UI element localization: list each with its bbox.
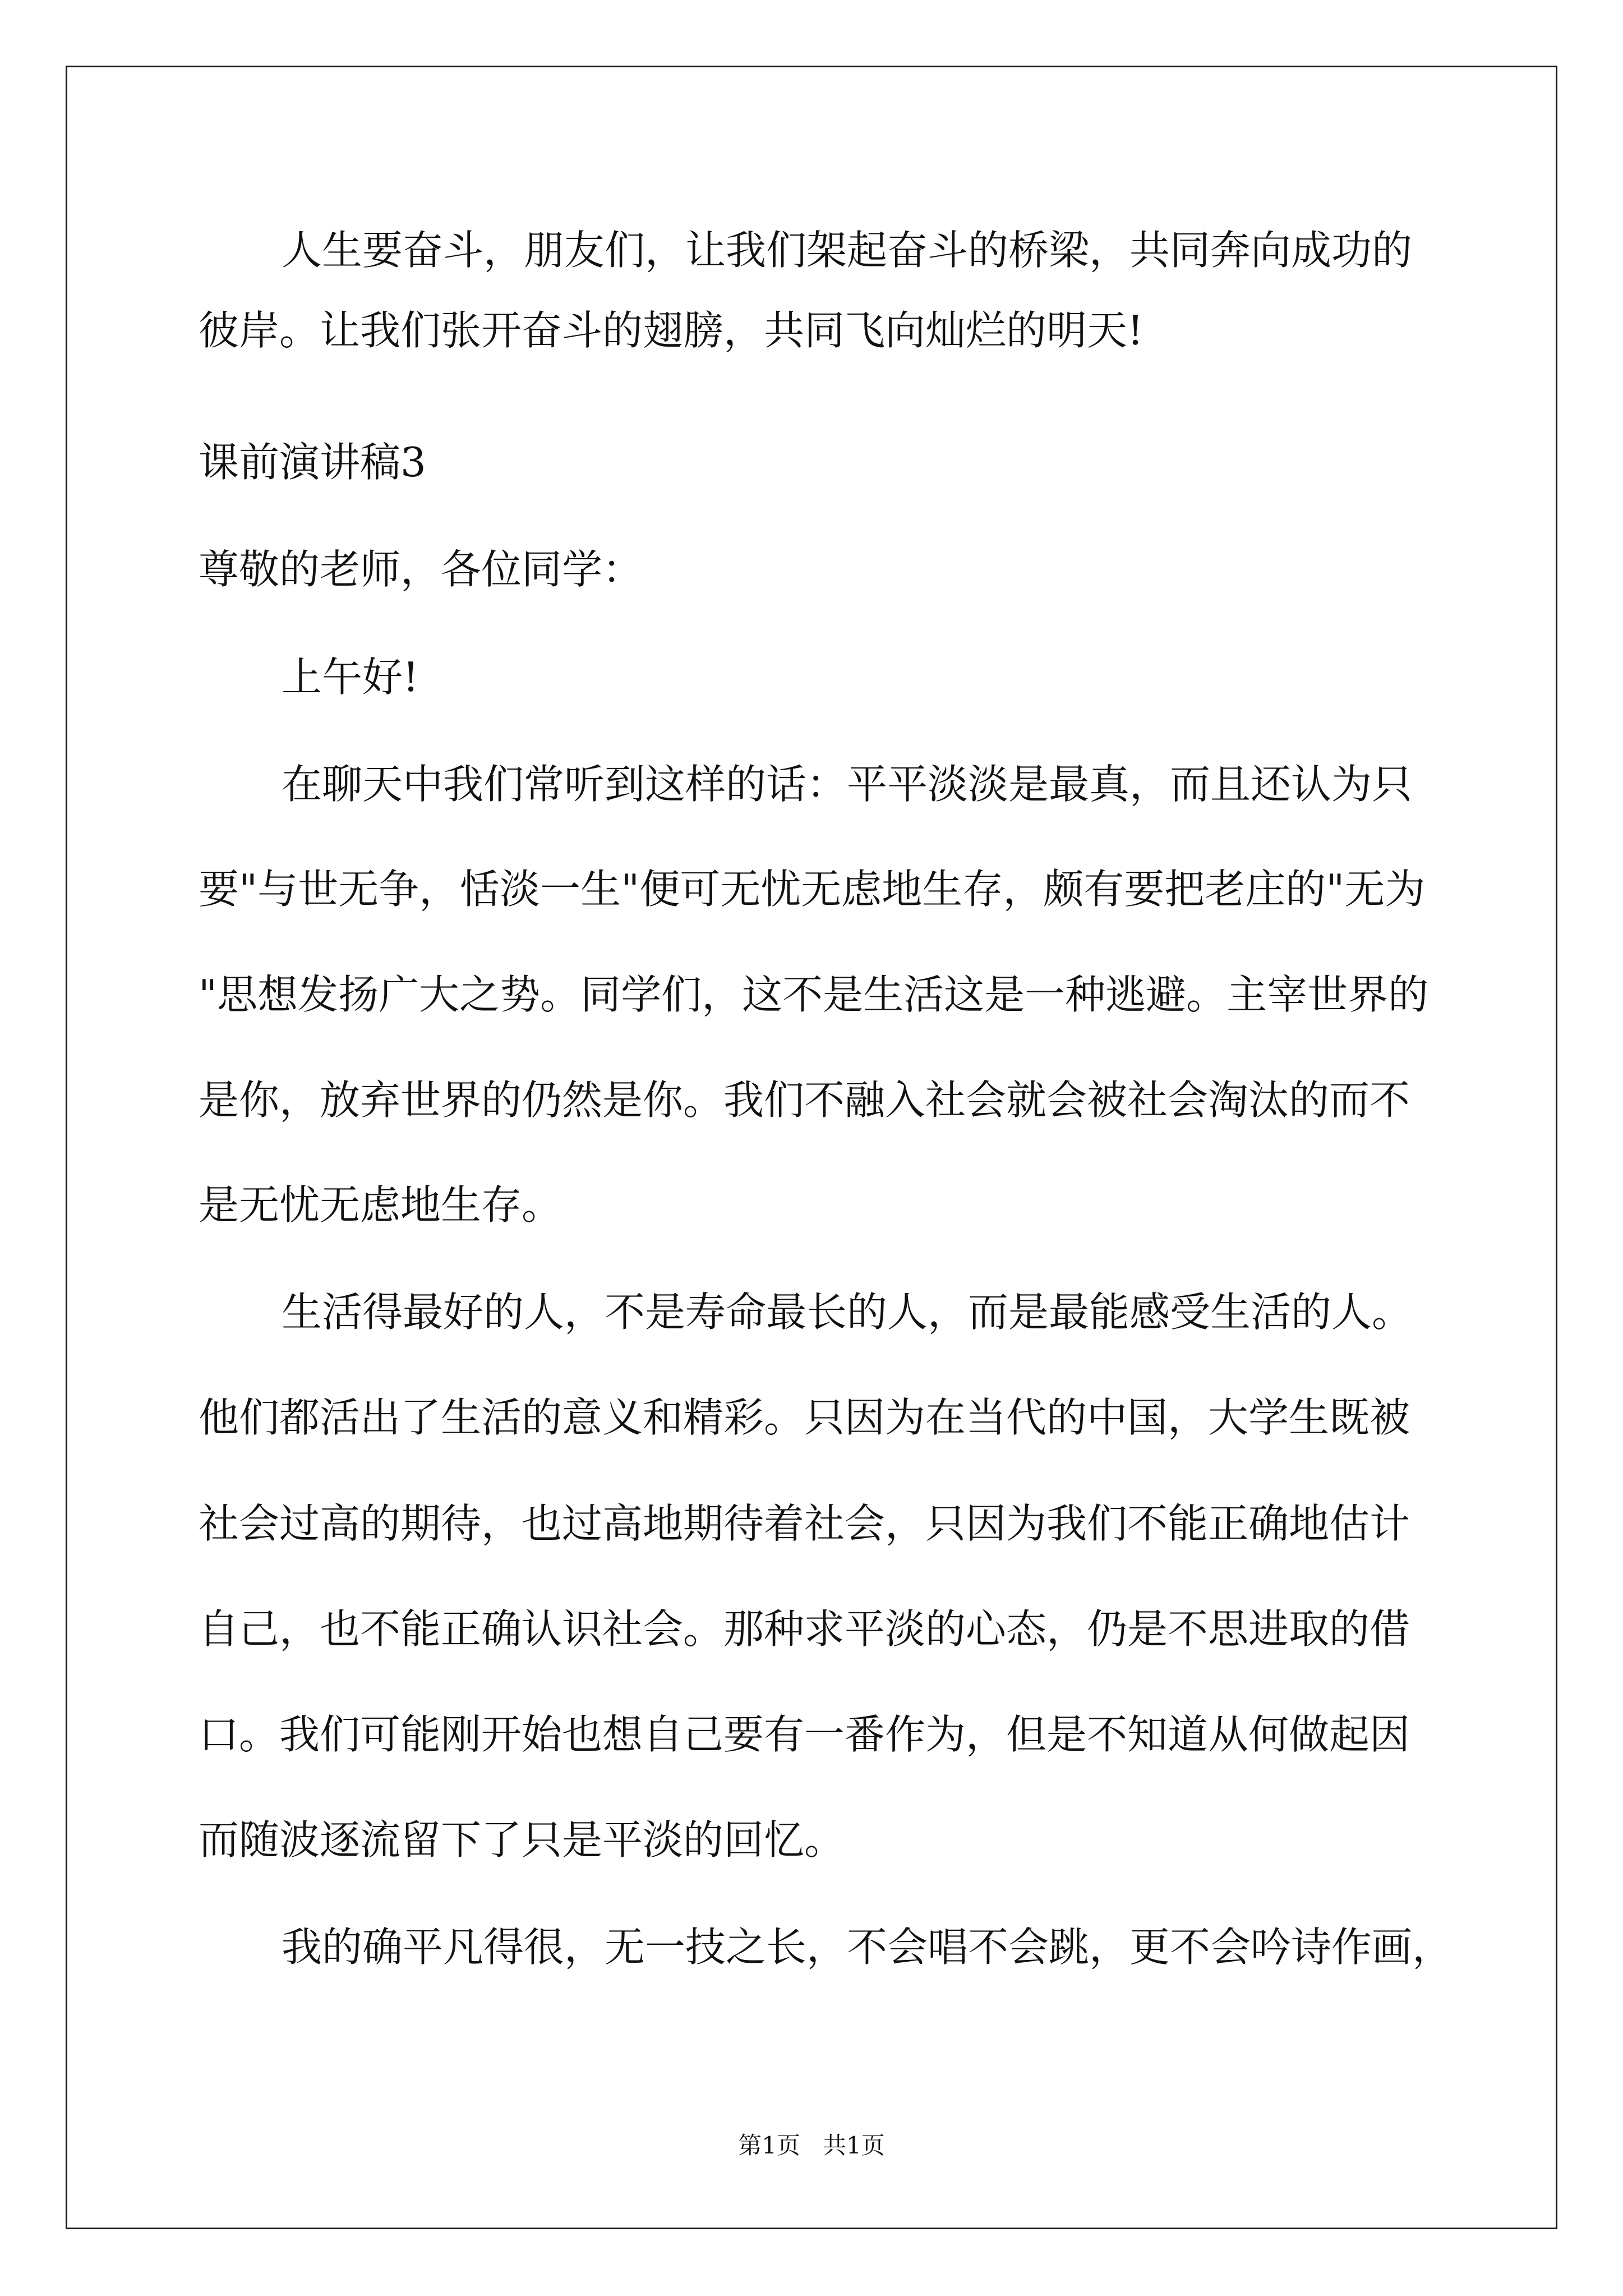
paragraph-line: 自己，也不能正确认识社会。那种求平淡的心态，仍是不思进取的借 (199, 1605, 1410, 1653)
paragraph-line: 我的确平凡得很，无一技之长，不会唱不会跳，更不会吟诗作画， (282, 1924, 1453, 1971)
paragraph-line: 人生要奋斗，朋友们，让我们架起奋斗的桥梁，共同奔向成功的 (282, 227, 1413, 274)
paragraph-line: 要"与世无争，恬淡一生"便可无忧无虑地生存，颇有要把老庄的"无为 (199, 866, 1426, 913)
paragraph-line: 生活得最好的人，不是寿命最长的人，而是最能感受生活的人。 (282, 1289, 1413, 1336)
paragraph-line: 是无忧无虑地生存。 (199, 1181, 562, 1228)
paragraph-line: "思想发扬广大之势。同学们，这不是生活这是一种逃避。主宰世界的 (199, 971, 1429, 1018)
page-number: 第1页 共1页 (738, 2132, 885, 2159)
paragraph-line: 口。我们可能刚开始也想自己要有一番作为，但是不知道从何做起因 (199, 1711, 1410, 1758)
paragraph-line: 而随波逐流留下了只是平淡的回忆。 (199, 1816, 845, 1864)
paragraph-line: 彼岸。让我们张开奋斗的翅膀，共同飞向灿烂的明天! (199, 307, 1144, 354)
paragraph-line: 他们都活出了生活的意义和精彩。只因为在当代的中国，大学生既被 (199, 1394, 1410, 1441)
salutation: 尊敬的老师，各位同学： (199, 546, 643, 593)
paragraph-line: 是你，放弃世界的仍然是你。我们不融入社会就会被社会淘汰的而不 (199, 1076, 1410, 1124)
paragraph-line: 在聊天中我们常听到这样的话：平平淡淡是最真，而且还认为只 (282, 761, 1413, 808)
greeting: 上午好! (282, 654, 419, 701)
section-heading: 课前演讲稿3 (199, 439, 426, 486)
page-border (66, 66, 1557, 2229)
paragraph-line: 社会过高的期待，也过高地期待着社会，只因为我们不能正确地估计 (199, 1500, 1410, 1547)
